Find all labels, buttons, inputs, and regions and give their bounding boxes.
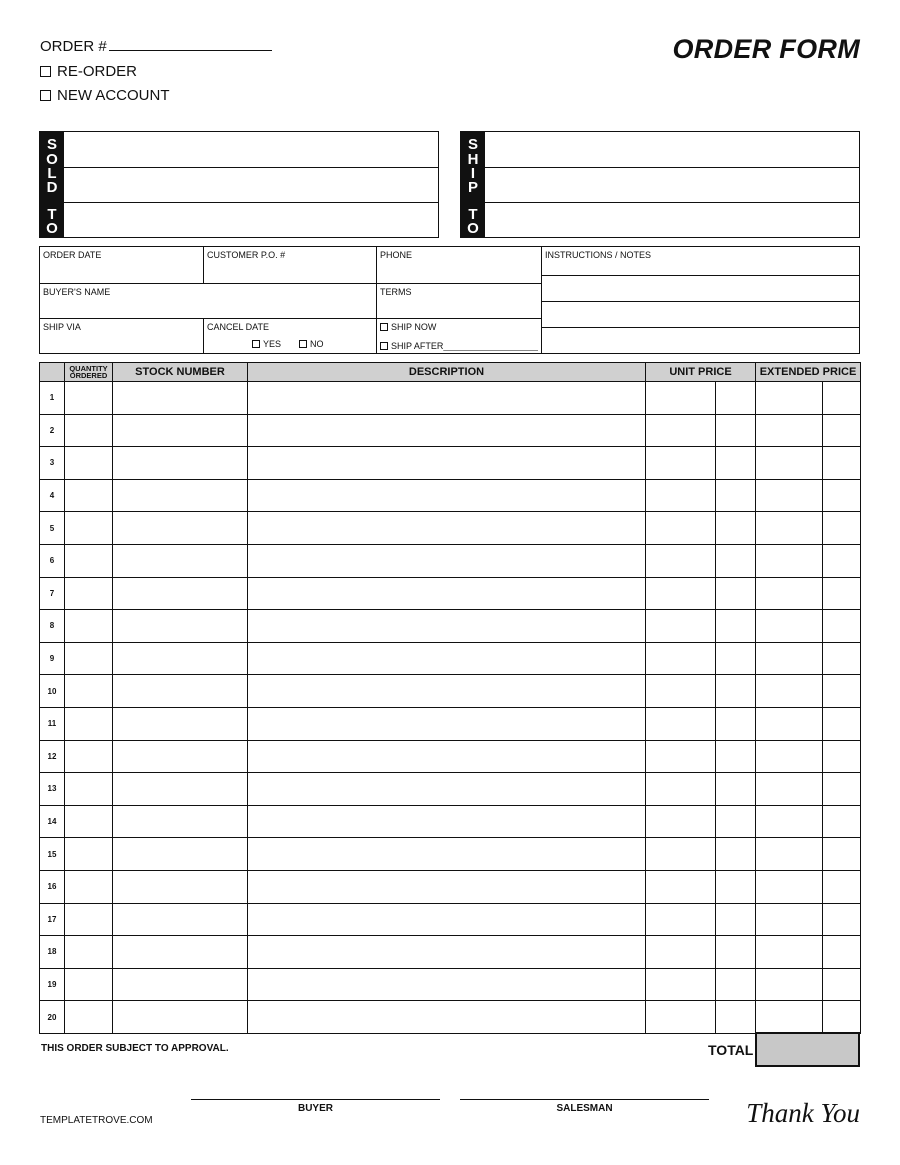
- ship-after-label: SHIP AFTER___________________: [391, 341, 538, 351]
- reorder-label: RE-ORDER: [57, 63, 138, 80]
- cancel-no-checkbox[interactable]: [299, 340, 307, 348]
- table-row: [40, 479, 861, 512]
- extended-price-cents-cell[interactable]: [823, 1001, 861, 1034]
- description-cell[interactable]: [248, 968, 646, 1001]
- row-number-header: [40, 363, 65, 382]
- ship-to-tab: [461, 132, 485, 237]
- stock-number-cell[interactable]: [113, 382, 248, 415]
- quantity-cell[interactable]: [65, 577, 113, 610]
- buyer-label: BUYER: [297, 1103, 333, 1114]
- ship-to-letter: T: [468, 206, 478, 223]
- ship-via-field[interactable]: [40, 319, 204, 353]
- unit-price-dollars-cell[interactable]: [646, 805, 716, 838]
- extended-price-dollars-cell[interactable]: [756, 968, 823, 1001]
- description-cell[interactable]: [248, 773, 646, 806]
- table-row: [40, 936, 861, 969]
- order-info-block: [39, 246, 860, 354]
- table-row: [40, 642, 861, 675]
- quantity-cell[interactable]: [65, 870, 113, 903]
- extended-price-cents-cell[interactable]: [823, 610, 861, 643]
- ship-to-letter: S: [467, 136, 478, 153]
- stock-number-cell[interactable]: [113, 642, 248, 675]
- row-number: 17: [40, 903, 65, 936]
- quantity-cell[interactable]: [65, 805, 113, 838]
- stock-number-cell[interactable]: [113, 544, 248, 577]
- stock-number-cell[interactable]: [113, 675, 248, 708]
- unit-price-cents-cell[interactable]: [716, 577, 756, 610]
- stock-number-cell[interactable]: [113, 1001, 248, 1034]
- sold-to-letter: O: [46, 151, 58, 168]
- extended-price-cents-cell[interactable]: [823, 936, 861, 969]
- description-cell[interactable]: [248, 740, 646, 773]
- cancel-date-label: CANCEL DATE: [207, 322, 270, 332]
- stock-number-cell[interactable]: [113, 414, 248, 447]
- extended-price-cents-cell[interactable]: [823, 642, 861, 675]
- buyer-signature-line[interactable]: [191, 1099, 440, 1100]
- extended-price-header: EXTENDED PRICE: [756, 363, 861, 382]
- table-body: [40, 382, 861, 1034]
- extended-price-dollars-cell[interactable]: [756, 903, 823, 936]
- stock-number-cell[interactable]: [113, 447, 248, 480]
- ship-now-option[interactable]: [380, 322, 538, 332]
- stock-number-cell[interactable]: [113, 773, 248, 806]
- description-cell[interactable]: [248, 642, 646, 675]
- instructions-label: INSTRUCTIONS / NOTES: [545, 250, 652, 260]
- extended-price-cents-cell[interactable]: [823, 447, 861, 480]
- unit-price-dollars-cell[interactable]: [646, 642, 716, 675]
- unit-price-dollars-cell[interactable]: [646, 838, 716, 871]
- description-cell[interactable]: [248, 805, 646, 838]
- quantity-header-line: ORDERED: [69, 371, 108, 380]
- ship-via-label: SHIP VIA: [43, 322, 81, 332]
- new-account-option[interactable]: [40, 87, 170, 104]
- unit-price-dollars-cell[interactable]: [646, 610, 716, 643]
- quantity-header-line: QUANTITY: [69, 364, 108, 373]
- unit-price-cents-cell[interactable]: [716, 1001, 756, 1034]
- extended-price-dollars-cell[interactable]: [756, 707, 823, 740]
- extended-price-dollars-cell[interactable]: [756, 577, 823, 610]
- row-number: 16: [40, 870, 65, 903]
- row-number: 13: [40, 773, 65, 806]
- quantity-cell[interactable]: [65, 447, 113, 480]
- instructions-line[interactable]: [542, 327, 859, 328]
- quantity-cell[interactable]: [65, 512, 113, 545]
- unit-price-dollars-cell[interactable]: [646, 707, 716, 740]
- row-number: 8: [40, 610, 65, 643]
- table-row: [40, 740, 861, 773]
- table-row: [40, 544, 861, 577]
- table-row: [40, 1001, 861, 1034]
- unit-price-dollars-cell[interactable]: [646, 414, 716, 447]
- unit-price-cents-cell[interactable]: [716, 479, 756, 512]
- stock-number-cell[interactable]: [113, 805, 248, 838]
- row-number: 6: [40, 544, 65, 577]
- unit-price-dollars-cell[interactable]: [646, 479, 716, 512]
- stock-number-cell[interactable]: [113, 870, 248, 903]
- row-number: 10: [40, 675, 65, 708]
- unit-price-dollars-cell[interactable]: [646, 968, 716, 1001]
- unit-price-dollars-cell[interactable]: [646, 936, 716, 969]
- quantity-cell[interactable]: [65, 1001, 113, 1034]
- stock-number-cell[interactable]: [113, 903, 248, 936]
- table-row: [40, 903, 861, 936]
- terms-field[interactable]: [377, 284, 542, 319]
- cancel-no-option[interactable]: [299, 339, 324, 349]
- description-cell[interactable]: [248, 675, 646, 708]
- extended-price-dollars-cell[interactable]: [756, 382, 823, 415]
- extended-price-cents-cell[interactable]: [823, 544, 861, 577]
- unit-price-dollars-cell[interactable]: [646, 577, 716, 610]
- quantity-cell[interactable]: [65, 544, 113, 577]
- quantity-cell[interactable]: [65, 968, 113, 1001]
- description-cell[interactable]: [248, 577, 646, 610]
- table-row: [40, 512, 861, 545]
- quantity-cell[interactable]: [65, 414, 113, 447]
- row-number: 7: [40, 577, 65, 610]
- stock-number-cell[interactable]: [113, 740, 248, 773]
- website-text: TEMPLATETROVE.COM: [40, 1115, 153, 1126]
- extended-price-cents-cell[interactable]: [823, 675, 861, 708]
- unit-price-cents-cell[interactable]: [716, 642, 756, 675]
- total-field[interactable]: [755, 1032, 860, 1067]
- extended-price-dollars-cell[interactable]: [756, 610, 823, 643]
- sold-to-box: [39, 131, 439, 238]
- row-number: 15: [40, 838, 65, 871]
- description-cell[interactable]: [248, 707, 646, 740]
- row-number: 9: [40, 642, 65, 675]
- row-number: 4: [40, 479, 65, 512]
- extended-price-dollars-cell[interactable]: [756, 838, 823, 871]
- order-number-field[interactable]: [40, 38, 272, 55]
- ship-to-letter: I: [470, 165, 476, 182]
- salesman-signature-line[interactable]: [460, 1099, 709, 1100]
- extended-price-cents-cell[interactable]: [823, 838, 861, 871]
- table-row: [40, 610, 861, 643]
- unit-price-cents-cell[interactable]: [716, 936, 756, 969]
- sold-to-line-2[interactable]: [64, 202, 438, 203]
- extended-price-cents-cell[interactable]: [823, 512, 861, 545]
- table-row: [40, 577, 861, 610]
- order-number-line[interactable]: [109, 39, 272, 51]
- description-header: DESCRIPTION: [248, 363, 646, 382]
- unit-price-dollars-cell[interactable]: [646, 447, 716, 480]
- customer-po-field[interactable]: [204, 247, 377, 284]
- unit-price-dollars-cell[interactable]: [646, 740, 716, 773]
- unit-price-cents-cell[interactable]: [716, 382, 756, 415]
- stock-number-cell[interactable]: [113, 610, 248, 643]
- row-number: 2: [40, 414, 65, 447]
- ship-to-box: [460, 131, 860, 238]
- order-date-field[interactable]: [40, 247, 204, 284]
- row-number: 12: [40, 740, 65, 773]
- row-number: 18: [40, 936, 65, 969]
- unit-price-dollars-cell[interactable]: [646, 773, 716, 806]
- quantity-cell[interactable]: [65, 642, 113, 675]
- row-number: 19: [40, 968, 65, 1001]
- thank-you-text: Thank You: [746, 1098, 860, 1128]
- cancel-yes-checkbox[interactable]: [252, 340, 260, 348]
- unit-price-cents-cell[interactable]: [716, 740, 756, 773]
- extended-price-cents-cell[interactable]: [823, 773, 861, 806]
- extended-price-dollars-cell[interactable]: [756, 479, 823, 512]
- reorder-option[interactable]: [40, 63, 137, 80]
- extended-price-cents-cell[interactable]: [823, 577, 861, 610]
- unit-price-cents-cell[interactable]: [716, 707, 756, 740]
- unit-price-cents-cell[interactable]: [716, 675, 756, 708]
- extended-price-cents-cell[interactable]: [823, 968, 861, 1001]
- unit-price-cents-cell[interactable]: [716, 512, 756, 545]
- unit-price-cents-cell[interactable]: [716, 870, 756, 903]
- sold-to-line-1[interactable]: [64, 167, 438, 168]
- unit-price-dollars-cell[interactable]: [646, 512, 716, 545]
- unit-price-cents-cell[interactable]: [716, 805, 756, 838]
- stock-number-cell[interactable]: [113, 479, 248, 512]
- unit-price-cents-cell[interactable]: [716, 544, 756, 577]
- stock-number-cell[interactable]: [113, 968, 248, 1001]
- ship-after-option[interactable]: [380, 341, 538, 351]
- extended-price-cents-cell[interactable]: [823, 870, 861, 903]
- table-row: [40, 707, 861, 740]
- quantity-cell[interactable]: [65, 382, 113, 415]
- table-row: [40, 447, 861, 480]
- salesman-label: SALESMAN: [556, 1103, 613, 1114]
- new-account-checkbox[interactable]: [40, 90, 51, 101]
- stock-number-header: STOCK NUMBER: [113, 363, 248, 382]
- description-cell[interactable]: [248, 903, 646, 936]
- ship-now-checkbox[interactable]: [380, 323, 388, 331]
- unit-price-dollars-cell[interactable]: [646, 870, 716, 903]
- quantity-cell[interactable]: [65, 610, 113, 643]
- row-number: 3: [40, 447, 65, 480]
- table-header-row: [40, 363, 861, 382]
- table-row: [40, 870, 861, 903]
- ship-timing-field: [377, 319, 542, 353]
- description-cell[interactable]: [248, 838, 646, 871]
- extended-price-dollars-cell[interactable]: [756, 447, 823, 480]
- description-cell[interactable]: [248, 414, 646, 447]
- row-number: 11: [40, 707, 65, 740]
- quantity-ordered-header: [65, 363, 113, 382]
- extended-price-dollars-cell[interactable]: [756, 740, 823, 773]
- quantity-cell[interactable]: [65, 740, 113, 773]
- unit-price-dollars-cell[interactable]: [646, 675, 716, 708]
- cancel-no-label: NO: [310, 339, 324, 349]
- buyers-name-label: BUYER'S NAME: [43, 287, 111, 297]
- quantity-cell[interactable]: [65, 773, 113, 806]
- ship-to-letter: O: [467, 220, 479, 237]
- quantity-cell[interactable]: [65, 479, 113, 512]
- stock-number-cell[interactable]: [113, 838, 248, 871]
- quantity-cell[interactable]: [65, 675, 113, 708]
- description-cell[interactable]: [248, 512, 646, 545]
- unit-price-cents-cell[interactable]: [716, 610, 756, 643]
- page-title: ORDER FORM: [672, 34, 860, 64]
- extended-price-dollars-cell[interactable]: [756, 675, 823, 708]
- extended-price-dollars-cell[interactable]: [756, 936, 823, 969]
- row-number: 5: [40, 512, 65, 545]
- terms-label: TERMS: [380, 287, 412, 297]
- table-row: [40, 675, 861, 708]
- stock-number-cell[interactable]: [113, 512, 248, 545]
- unit-price-cents-cell[interactable]: [716, 773, 756, 806]
- unit-price-dollars-cell[interactable]: [646, 382, 716, 415]
- description-cell[interactable]: [248, 870, 646, 903]
- sold-to-tab: [40, 132, 64, 237]
- extended-price-dollars-cell[interactable]: [756, 1001, 823, 1034]
- description-cell[interactable]: [248, 479, 646, 512]
- cancel-date-field[interactable]: [204, 319, 377, 353]
- unit-price-dollars-cell[interactable]: [646, 544, 716, 577]
- description-cell[interactable]: [248, 610, 646, 643]
- extended-price-cents-cell[interactable]: [823, 382, 861, 415]
- extended-price-cents-cell[interactable]: [823, 414, 861, 447]
- cancel-yes-option[interactable]: [252, 339, 281, 349]
- extended-price-dollars-cell[interactable]: [756, 805, 823, 838]
- ship-to-line-2[interactable]: [485, 202, 859, 203]
- description-cell[interactable]: [248, 447, 646, 480]
- quantity-cell[interactable]: [65, 707, 113, 740]
- order-items-table: [39, 362, 861, 1034]
- stock-number-cell[interactable]: [113, 936, 248, 969]
- extended-price-dollars-cell[interactable]: [756, 512, 823, 545]
- row-number: 1: [40, 382, 65, 415]
- row-number: 14: [40, 805, 65, 838]
- approval-note: THIS ORDER SUBJECT TO APPROVAL.: [41, 1043, 229, 1054]
- quantity-cell[interactable]: [65, 903, 113, 936]
- extended-price-cents-cell[interactable]: [823, 740, 861, 773]
- new-account-label: NEW ACCOUNT: [57, 87, 170, 104]
- sold-to-letter: T: [47, 206, 57, 223]
- sold-to-letter: D: [46, 179, 58, 196]
- unit-price-cents-cell[interactable]: [716, 414, 756, 447]
- table-row: [40, 773, 861, 806]
- table-row: [40, 968, 861, 1001]
- total-label: TOTAL: [708, 1042, 754, 1058]
- table-row: [40, 414, 861, 447]
- reorder-checkbox[interactable]: [40, 66, 51, 77]
- extended-price-cents-cell[interactable]: [823, 903, 861, 936]
- sold-to-letter: S: [46, 136, 57, 153]
- description-cell[interactable]: [248, 936, 646, 969]
- table-row: [40, 382, 861, 415]
- customer-po-label: CUSTOMER P.O. #: [207, 250, 286, 260]
- sold-to-letter: L: [47, 165, 57, 182]
- stock-number-cell[interactable]: [113, 707, 248, 740]
- ship-to-letter: H: [467, 151, 479, 168]
- cancel-yes-label: YES: [263, 339, 282, 349]
- unit-price-cents-cell[interactable]: [716, 903, 756, 936]
- extended-price-cents-cell[interactable]: [823, 479, 861, 512]
- ship-to-line-1[interactable]: [485, 167, 859, 168]
- unit-price-cents-cell[interactable]: [716, 447, 756, 480]
- ship-to-letter: P: [467, 179, 478, 196]
- unit-price-header: UNIT PRICE: [646, 363, 756, 382]
- phone-label: PHONE: [380, 250, 413, 260]
- quantity-cell[interactable]: [65, 936, 113, 969]
- unit-price-dollars-cell[interactable]: [646, 903, 716, 936]
- quantity-cell[interactable]: [65, 838, 113, 871]
- table-row: [40, 838, 861, 871]
- description-cell[interactable]: [248, 382, 646, 415]
- extended-price-dollars-cell[interactable]: [756, 870, 823, 903]
- description-cell[interactable]: [248, 544, 646, 577]
- ship-after-checkbox[interactable]: [380, 342, 388, 350]
- instructions-line[interactable]: [542, 301, 859, 302]
- extended-price-dollars-cell[interactable]: [756, 414, 823, 447]
- buyers-name-field[interactable]: [40, 284, 377, 319]
- sold-to-letter: O: [46, 220, 58, 237]
- description-cell[interactable]: [248, 1001, 646, 1034]
- stock-number-cell[interactable]: [113, 577, 248, 610]
- extended-price-dollars-cell[interactable]: [756, 642, 823, 675]
- row-number: 20: [40, 1001, 65, 1034]
- unit-price-cents-cell[interactable]: [716, 968, 756, 1001]
- instructions-line[interactable]: [542, 275, 859, 276]
- phone-field[interactable]: [377, 247, 542, 284]
- extended-price-dollars-cell[interactable]: [756, 773, 823, 806]
- ship-now-label: SHIP NOW: [391, 322, 437, 332]
- table-row: [40, 805, 861, 838]
- order-number-label: ORDER #: [40, 38, 107, 55]
- extended-price-cents-cell[interactable]: [823, 805, 861, 838]
- extended-price-cents-cell[interactable]: [823, 707, 861, 740]
- order-date-label: ORDER DATE: [43, 250, 102, 260]
- unit-price-dollars-cell[interactable]: [646, 1001, 716, 1034]
- extended-price-dollars-cell[interactable]: [756, 544, 823, 577]
- unit-price-cents-cell[interactable]: [716, 838, 756, 871]
